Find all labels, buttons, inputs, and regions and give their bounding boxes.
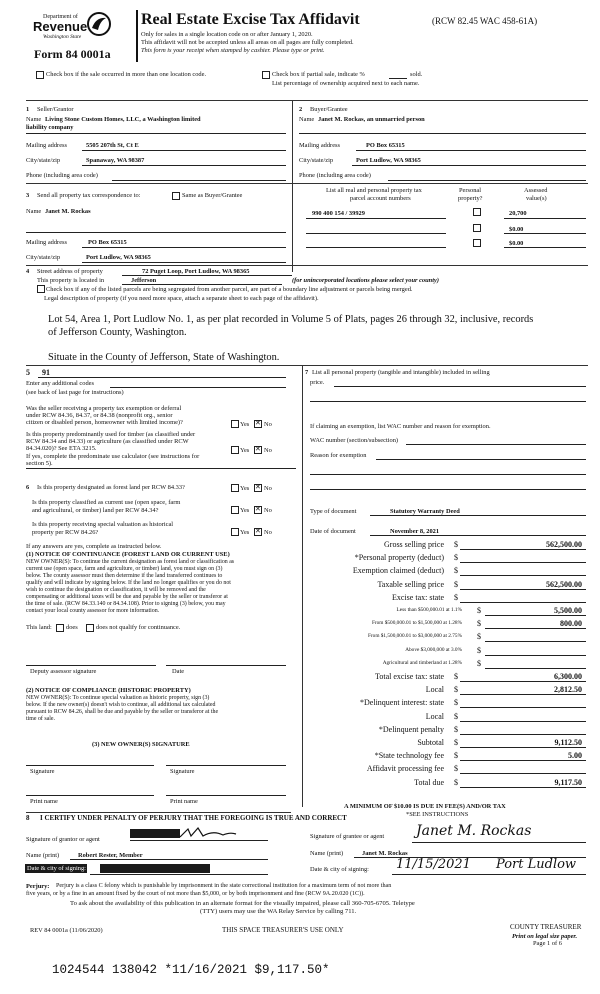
minimum-fee-note: A MINIMUM OF $10.00 IS DUE IN FEE(S) AND/OR TAX bbox=[344, 803, 506, 810]
tax-row-label: From $1,500,000.01 to $3,000,000 at 2.75% bbox=[367, 633, 462, 639]
partial-sale-checkbox[interactable] bbox=[262, 71, 270, 79]
grantor-date-city-label: Date & city of signing: bbox=[27, 865, 86, 872]
deputy-signature-label: Deputy assessor signature bbox=[30, 668, 97, 675]
tax-row-dollar: $ bbox=[477, 646, 481, 655]
property-location[interactable]: Jefferson bbox=[131, 277, 157, 284]
tax-row-label: Less than $500,000.01 at 1.1% bbox=[396, 607, 462, 613]
tax-row-label: Excise tax: state bbox=[392, 593, 444, 602]
buyer-mail[interactable]: PO Box 65315 bbox=[366, 142, 405, 149]
buyer-city[interactable]: Port Ludlow, WA 98365 bbox=[356, 157, 421, 164]
tax-row-dollar: $ bbox=[454, 712, 458, 721]
dept-name: Revenue bbox=[33, 19, 88, 34]
alternate-format-2: (TTY) users may use the WA Relay Service by calling 711. bbox=[200, 908, 357, 915]
buyer-heading: Buyer/Grantee bbox=[310, 106, 348, 113]
treasurer-use-label: THIS SPACE TREASURER'S USE ONLY bbox=[222, 926, 344, 934]
correspondence-label: Send all property tax correspondence to: bbox=[37, 192, 141, 199]
tax-row-dollar: $ bbox=[454, 593, 458, 602]
corr-name-label: Name bbox=[26, 208, 42, 215]
assessed-value-2[interactable]: $0.00 bbox=[509, 226, 524, 233]
tax-row-value[interactable]: 562,500.00 bbox=[546, 580, 582, 589]
does-not-qualify-checkbox[interactable] bbox=[86, 624, 94, 632]
ownership-pct-note: List percentage of ownership acquired next to each name. bbox=[272, 80, 420, 87]
forest-yes-checkbox[interactable] bbox=[231, 484, 239, 492]
land-use-code[interactable]: 91 bbox=[42, 368, 50, 377]
tax-row-label: Subtotal bbox=[417, 738, 444, 747]
see-instructions-note: *SEE INSTRUCTIONS bbox=[406, 811, 469, 818]
seller-mail[interactable]: 5505 207th St, Ct E bbox=[86, 142, 139, 149]
additional-codes-label: Enter any additional codes bbox=[26, 380, 94, 387]
tax-row-label: Gross selling price bbox=[384, 540, 444, 549]
parcel-number-1[interactable]: 990 400 154 / 39929 bbox=[312, 210, 365, 217]
continuance-notice-title: (1) NOTICE OF CONTINUANCE (FOREST LAND OR CURRENT USE) bbox=[26, 551, 230, 558]
tax-row-value[interactable]: 562,500.00 bbox=[546, 540, 582, 549]
cashier-receipt-stamp: 1024544 138042 *11/16/2021 $9,117.50* bbox=[52, 963, 330, 977]
buyer-phone-label: Phone (including area code) bbox=[299, 172, 371, 179]
tax-row-dollar: $ bbox=[454, 553, 458, 562]
corr-mail-label: Mailing address bbox=[26, 239, 67, 246]
tax-row-dollar: $ bbox=[477, 632, 481, 641]
see-back-note: (see back of last page for instructions) bbox=[26, 389, 124, 396]
tax-row-label: Agricultural and timberland at 1.28% bbox=[382, 660, 462, 666]
unincorporated-note: (for unincorporated locations please select your county) bbox=[292, 277, 439, 284]
tax-row-dollar: $ bbox=[454, 698, 458, 707]
tax-row-label: Above $3,000,000 at 3.0% bbox=[405, 647, 462, 653]
street-address-label: Street address of property bbox=[37, 268, 103, 275]
tax-row-dollar: $ bbox=[454, 725, 458, 734]
exemption-no-checkbox[interactable] bbox=[254, 420, 262, 428]
does-qualify-checkbox[interactable] bbox=[56, 624, 64, 632]
personal-property-checkbox-1[interactable] bbox=[473, 208, 481, 216]
compliance-notice-title: (2) NOTICE OF COMPLIANCE (HISTORIC PROPERTY) bbox=[26, 687, 191, 694]
tax-row-value[interactable]: 9,117.50 bbox=[554, 778, 582, 787]
corr-mail[interactable]: PO Box 65315 bbox=[88, 239, 127, 246]
legal-description-2[interactable]: of Jefferson County, Washington. bbox=[48, 327, 187, 338]
tax-row-label: Local bbox=[425, 712, 444, 721]
grantee-signature[interactable]: Janet M. Rockas bbox=[412, 820, 586, 843]
form-citation: (RCW 82.45 WAC 458-61A) bbox=[432, 16, 538, 26]
personal-property-checkbox-2[interactable] bbox=[473, 224, 481, 232]
dept-line1: Department of bbox=[43, 14, 78, 20]
revision-label: REV 84 0001a (11/06/2020) bbox=[30, 927, 103, 934]
header-note-3: This form is your receipt when stamped by cashier. Please type or print. bbox=[141, 47, 325, 54]
tax-row-value[interactable]: 5,500.00 bbox=[554, 606, 582, 615]
seller-name-label: Name bbox=[26, 116, 42, 123]
legal-description-label: Legal description of property (if you need more space, attach a separate sheet to each page of the affidavit). bbox=[44, 295, 319, 302]
tax-row-value[interactable]: 5.00 bbox=[568, 751, 582, 760]
tax-row-label: From $500,000.01 to $1,500,000 at 1.28% bbox=[371, 620, 462, 626]
buyer-city-label: City/state/zip bbox=[299, 157, 334, 164]
located-in-label: This property is located in bbox=[37, 277, 105, 284]
personal-property-label-1: List all personal property (tangible and intangible) included in selling bbox=[312, 369, 490, 376]
grantee-date-city[interactable]: 11/15/2021 Port Ludlow bbox=[392, 854, 586, 875]
tax-row-label: Taxable selling price bbox=[377, 580, 444, 589]
tax-row-dollar: $ bbox=[454, 751, 458, 760]
buyer-name[interactable]: Janet M. Rockas, an unmarried person bbox=[318, 116, 425, 123]
same-as-buyer-checkbox[interactable] bbox=[172, 192, 180, 200]
perjury-text-2: five years, or by a fine in an amount fixed by the court of not more than $5,000, or by both imprisonment and fine (RCW 9A.20.020 (1C)). bbox=[26, 891, 365, 897]
seller-heading: Seller/Grantor bbox=[37, 106, 74, 113]
county-treasurer-label: COUNTY TREASURER bbox=[510, 923, 582, 931]
seller-mail-label: Mailing address bbox=[26, 142, 67, 149]
grantee-date-city-label: Date & city of signing: bbox=[310, 866, 369, 873]
partial-sale-label: Check box if partial sale, indicate % bbox=[272, 71, 365, 78]
tax-row-dollar: $ bbox=[454, 672, 458, 681]
tax-row-dollar: $ bbox=[477, 619, 481, 628]
tax-row-label: *Delinquent penalty bbox=[378, 725, 444, 734]
perjury-text-1: Perjury is a class C felony which is punishable by imprisonment in the state correctional institution for a maximum term of not more than bbox=[56, 883, 392, 889]
page-number: Page 1 of 6 bbox=[533, 940, 562, 947]
tax-row-label: Local bbox=[425, 685, 444, 694]
tax-row-label: *Personal property (deduct) bbox=[354, 553, 444, 562]
tax-row-dollar: $ bbox=[454, 580, 458, 589]
grantor-signature-label: Signature of grantor or agent bbox=[26, 836, 100, 843]
form-number: Form 84 0001a bbox=[34, 47, 111, 61]
grantor-date-city[interactable] bbox=[90, 862, 268, 875]
deputy-date-label: Date bbox=[172, 668, 185, 675]
historic-no-checkbox[interactable] bbox=[254, 528, 262, 536]
tax-row-label: Total due bbox=[414, 778, 444, 787]
segregated-checkbox[interactable] bbox=[37, 285, 45, 293]
legal-size-note: Print on legal size paper. bbox=[512, 933, 578, 940]
assessed-value-1[interactable]: 20,700 bbox=[509, 210, 527, 217]
dept-state: Washington State bbox=[43, 34, 82, 40]
personal-property-label-2: price. bbox=[310, 379, 325, 386]
tax-row-label: Total excise tax: state bbox=[375, 672, 444, 681]
tax-row-label: *State technology fee bbox=[374, 751, 444, 760]
doc-date-label: Date of document bbox=[310, 528, 356, 535]
legal-description-1[interactable]: Lot 54, Area 1, Port Ludlow No. 1, as per plat recorded in Volume 5 of Plats, pages 26 through 32, inclusive, records bbox=[48, 314, 534, 325]
form-title: Real Estate Excise Tax Affidavit bbox=[141, 11, 360, 28]
assessed-value-3[interactable]: $0.00 bbox=[509, 240, 524, 247]
exemption-yes-checkbox[interactable] bbox=[231, 420, 239, 428]
wac-number-label: WAC number (section/subsection) bbox=[310, 437, 399, 444]
seller-phone-label: Phone (including area code) bbox=[26, 172, 98, 179]
tax-row-label: *Delinquent interest: state bbox=[360, 698, 444, 707]
tax-row-value[interactable]: 800.00 bbox=[560, 619, 582, 628]
tax-row-label: Affidavit processing fee bbox=[366, 764, 444, 773]
legal-description-3[interactable]: Situate in the County of Jefferson, State of Washington. bbox=[48, 352, 280, 363]
header-note-1: Only for sales in a single location code on or after January 1, 2020. bbox=[141, 31, 313, 38]
corr-city[interactable]: Port Ludlow, WA 98365 bbox=[86, 254, 151, 261]
tax-row-value[interactable]: 6,300.00 bbox=[554, 672, 582, 681]
multi-location-checkbox[interactable] bbox=[36, 71, 44, 79]
tax-row-dollar: $ bbox=[454, 778, 458, 787]
seller-name-cont[interactable]: liability company bbox=[26, 124, 74, 131]
historic-yes-checkbox[interactable] bbox=[231, 528, 239, 536]
seller-name[interactable]: Living Stone Custom Homes, LLC, a Washington limited bbox=[45, 116, 201, 123]
dor-logo-icon bbox=[86, 11, 112, 37]
exemption-claim-label: If claiming an exemption, list WAC number and reason for exemption. bbox=[310, 423, 491, 430]
new-owner-signature-title: (3) NEW OWNER(S) SIGNATURE bbox=[92, 741, 190, 748]
corr-city-label: City/state/zip bbox=[26, 254, 61, 261]
buyer-name-label: Name bbox=[299, 116, 315, 123]
timber-no-checkbox[interactable] bbox=[254, 446, 262, 454]
buyer-mail-label: Mailing address bbox=[299, 142, 340, 149]
doc-type-label: Type of document bbox=[310, 508, 357, 515]
tax-row-label: Exemption claimed (deduct) bbox=[352, 566, 444, 575]
tax-row-dollar: $ bbox=[477, 606, 481, 615]
personal-property-checkbox-3[interactable] bbox=[473, 239, 481, 247]
certify-statement: I CERTIFY UNDER PENALTY OF PERJURY THAT THE FOREGOING IS TRUE AND CORRECT bbox=[40, 814, 347, 822]
seller-city-label: City/state/zip bbox=[26, 157, 61, 164]
alternate-format-1: To ask about the availability of this publication in an alternate format for the visually impaired, please call 360-705-6705. Teletype bbox=[70, 900, 415, 907]
tax-row-dollar: $ bbox=[477, 659, 481, 668]
grantee-signature-label: Signature of grantee or agent bbox=[310, 833, 385, 840]
sold-label: sold. bbox=[410, 71, 423, 78]
tax-row-dollar: $ bbox=[454, 685, 458, 694]
header-note-2: This affidavit will not be accepted unless all areas on all pages are fully completed. bbox=[141, 39, 354, 46]
grantee-print-name[interactable]: Janet M. Rockas bbox=[362, 850, 408, 857]
doc-type[interactable]: Statutory Warranty Deed bbox=[390, 508, 460, 515]
perjury-label: Perjury: bbox=[26, 883, 50, 890]
property-address[interactable]: 72 Puget Loop, Port Ludlow, WA 98365 bbox=[142, 268, 250, 275]
tax-row-value[interactable]: 9,112.50 bbox=[554, 738, 582, 747]
multi-location-label: Check box if the sale occurred in more than one location code. bbox=[46, 71, 207, 78]
same-as-buyer-label: Same as Buyer/Grantee bbox=[182, 192, 243, 199]
grantor-print-name[interactable]: Robert Rester, Member bbox=[78, 852, 143, 859]
tax-row-dollar: $ bbox=[454, 738, 458, 747]
exemption-reason-label: Reason for exemption bbox=[310, 452, 367, 459]
tax-row-value[interactable]: 2,812.50 bbox=[554, 685, 582, 694]
current-use-no-checkbox[interactable] bbox=[254, 506, 262, 514]
grantor-signature[interactable] bbox=[130, 826, 268, 841]
forest-no-checkbox[interactable] bbox=[254, 484, 262, 492]
doc-date[interactable]: November 8, 2021 bbox=[390, 528, 440, 535]
timber-yes-checkbox[interactable] bbox=[231, 446, 239, 454]
seller-city[interactable]: Spanaway, WA 98387 bbox=[86, 157, 145, 164]
corr-name[interactable]: Janet M. Rockas bbox=[45, 208, 91, 215]
segregated-label: Check box if any of the listed parcels are being segregated from another parcel, are part of a boundary line adjustment or parcels being merged. bbox=[46, 286, 413, 293]
tax-row-dollar: $ bbox=[454, 764, 458, 773]
current-use-yes-checkbox[interactable] bbox=[231, 506, 239, 514]
tax-row-dollar: $ bbox=[454, 540, 458, 549]
tax-row-dollar: $ bbox=[454, 566, 458, 575]
